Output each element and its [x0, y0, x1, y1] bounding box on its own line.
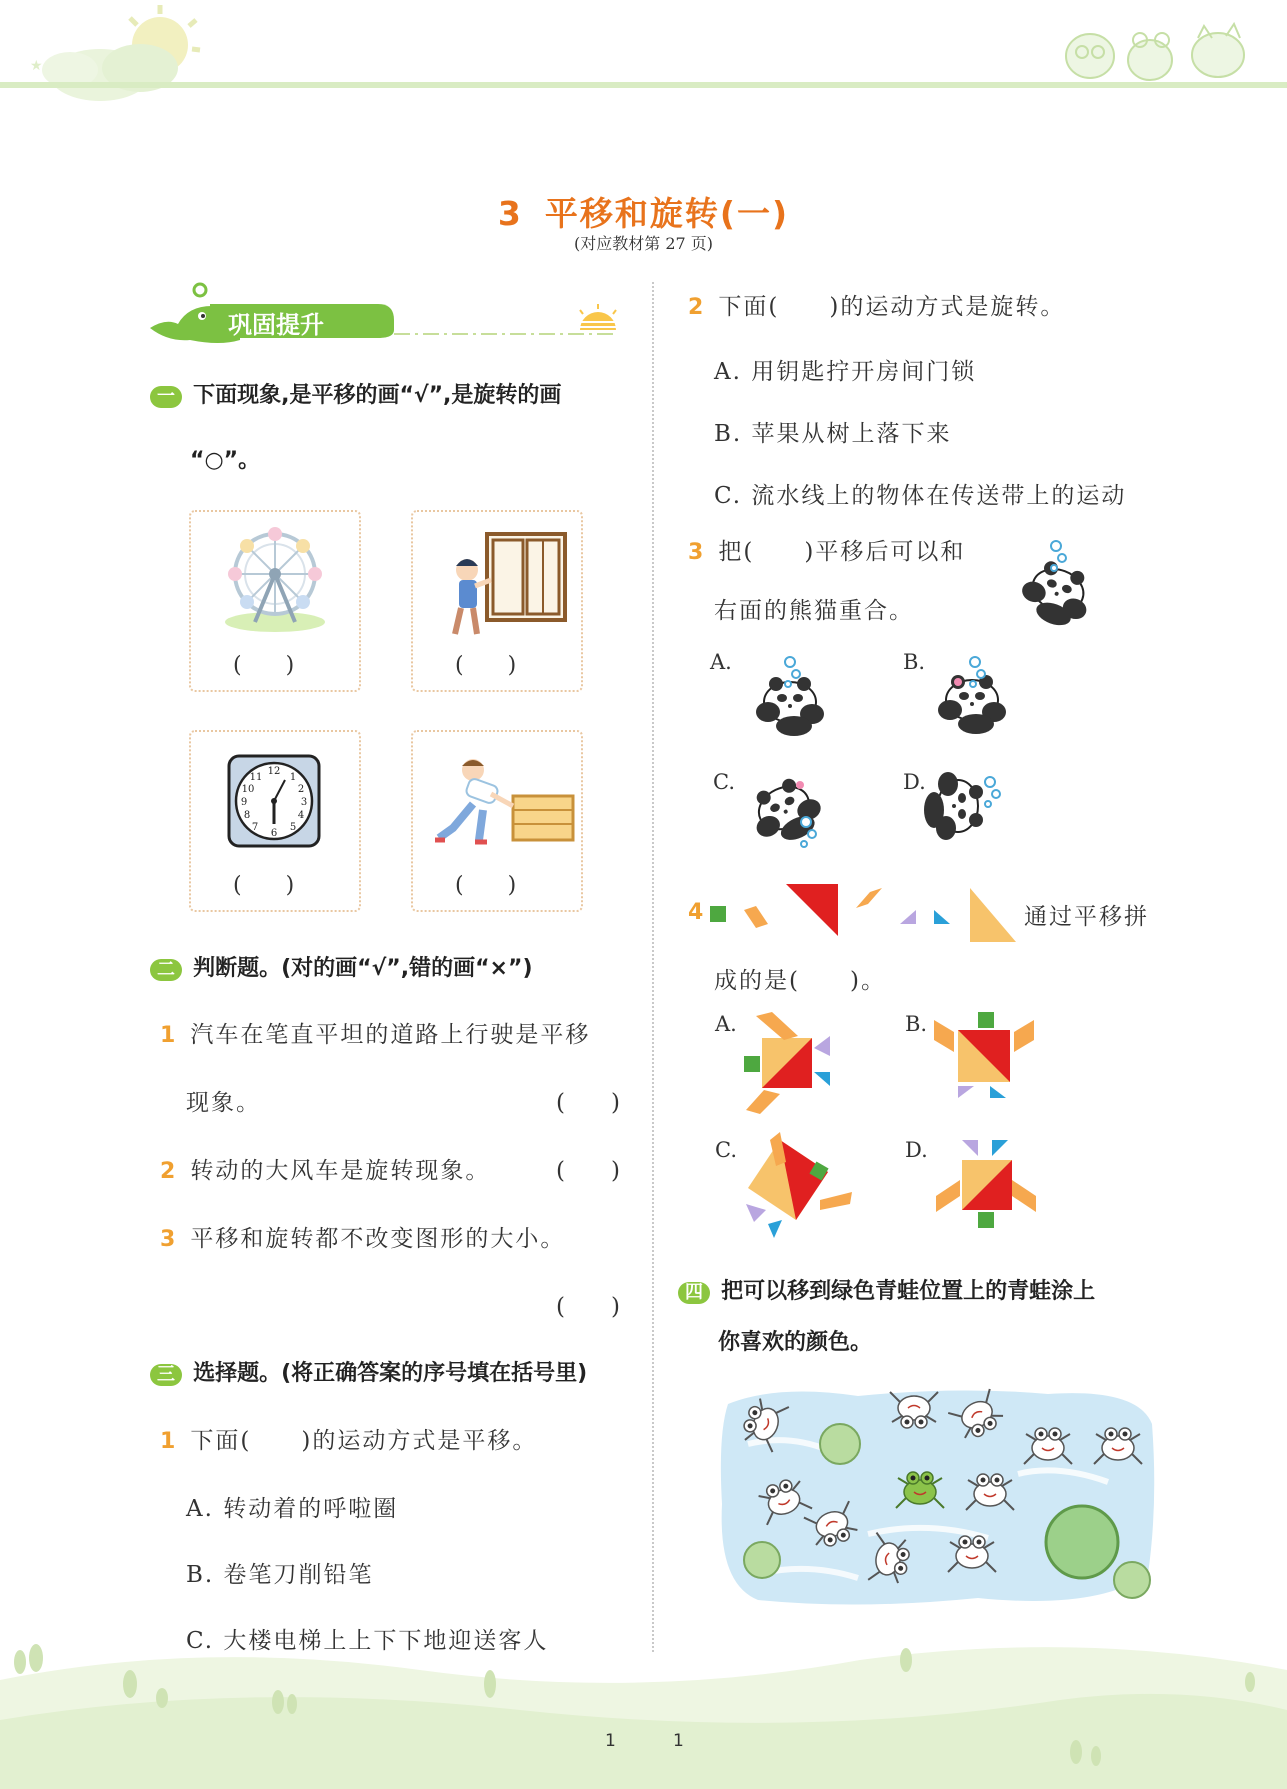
question-stem-cont: 成的是( )。: [714, 968, 886, 994]
choice-option: A. 转动着的呼啦圈: [186, 1496, 399, 1522]
part2-instruction: 判断题。(对的画“√”,错的画“×”): [193, 956, 533, 981]
answer-blank[interactable]: ( ): [556, 1090, 620, 1116]
answer-blank[interactable]: ( ): [455, 653, 517, 678]
question-stem: 下面( )的运动方式是平移。: [190, 1428, 538, 1454]
question-stem: 下面( )的运动方式是旋转。: [718, 294, 1066, 320]
part4-header: [678, 1274, 1095, 1305]
part3-instruction: 选择题。(将正确答案的序号填在括号里): [193, 1361, 588, 1386]
textbook-reference: (对应教材第 27 页): [573, 234, 714, 253]
part1-instruction-cont: “○”。: [190, 448, 261, 473]
svg-text:6: 6: [270, 828, 278, 839]
question-number: 2: [688, 295, 704, 320]
lesson-number: 3: [497, 194, 523, 233]
part3-badge: 三: [150, 1364, 182, 1386]
svg-text:2: 2: [297, 784, 305, 795]
option-label: A.: [710, 650, 732, 674]
question-number: 3: [688, 540, 704, 565]
svg-text:5: 5: [289, 822, 297, 833]
svg-text:4: 4: [297, 810, 305, 821]
option-label: D.: [903, 770, 926, 794]
question-text: 汽车在笔直平坦的道路上行驶是平移: [190, 1022, 591, 1048]
question-text: 平移和旋转都不改变图形的大小。: [190, 1226, 566, 1252]
tangram-option-b-icon: [934, 1012, 1034, 1098]
section-banner-label: 巩固提升: [228, 311, 324, 339]
frog-pond-picture[interactable]: [718, 1384, 1158, 1610]
choice-option: A. 用钥匙拧开房间门锁: [714, 359, 977, 385]
page-number: 1: [605, 1731, 616, 1751]
part4-instruction-cont: 你喜欢的颜色。: [718, 1330, 873, 1355]
svg-text:7: 7: [251, 822, 259, 833]
svg-text:12: 12: [267, 766, 281, 777]
svg-text:★: ★: [30, 58, 43, 74]
svg-text:8: 8: [243, 810, 251, 821]
question-number: 1: [160, 1023, 176, 1048]
part4-badge: 四: [678, 1282, 710, 1304]
option-label: A.: [715, 1012, 737, 1036]
svg-text:11: 11: [249, 772, 263, 783]
question-text-cont: 现象。: [186, 1090, 261, 1116]
footer-landscape: [0, 1640, 1287, 1789]
question-number: 3: [160, 1227, 176, 1252]
tangram-option-c-icon: [746, 1132, 852, 1238]
part2-badge: 二: [150, 959, 182, 981]
lesson-title-text: 平移和旋转(一): [544, 194, 790, 233]
option-label: D.: [905, 1138, 928, 1162]
svg-text:10: 10: [241, 784, 255, 795]
question-number: 1: [160, 1429, 176, 1454]
question-stem: 通过平移拼: [1024, 904, 1149, 930]
page-number: 1: [673, 1731, 684, 1751]
svg-text:1: 1: [289, 772, 297, 783]
choice-option: C. 大楼电梯上上下下地迎送客人: [186, 1628, 549, 1654]
option-label: C.: [715, 1138, 737, 1162]
svg-text:9: 9: [240, 797, 248, 808]
answer-blank[interactable]: ( ): [233, 873, 295, 898]
option-label: B.: [903, 650, 926, 674]
choice-option: B. 卷笔刀削铅笔: [186, 1562, 374, 1588]
choice-option: B. 苹果从树上落下来: [714, 421, 952, 447]
option-label: B.: [905, 1012, 928, 1036]
tangram-option-d-icon: [936, 1140, 1036, 1228]
part1-instruction: 下面现象,是平移的画“√”,是旋转的画: [193, 383, 562, 408]
answer-blank[interactable]: ( ): [556, 1294, 620, 1320]
part1-badge: 一: [150, 386, 182, 408]
question-stem: 把( )平移后可以和: [718, 539, 966, 565]
tangram-option-a-icon: [744, 1012, 830, 1114]
answer-blank[interactable]: ( ): [455, 873, 517, 898]
question-number: 4: [688, 900, 704, 925]
question-text: 转动的大风车是旋转现象。: [190, 1158, 491, 1184]
answer-blank[interactable]: ( ): [233, 653, 295, 678]
question-stem-cont: 右面的熊猫重合。: [714, 598, 914, 624]
option-label: C.: [713, 770, 735, 794]
answer-blank[interactable]: ( ): [556, 1158, 620, 1184]
svg-text:3: 3: [300, 797, 308, 808]
part4-instruction: 把可以移到绿色青蛙位置上的青蛙涂上: [721, 1279, 1096, 1304]
choice-option: C. 流水线上的物体在传送带上的运动: [714, 483, 1127, 509]
question-number: 2: [160, 1159, 176, 1184]
